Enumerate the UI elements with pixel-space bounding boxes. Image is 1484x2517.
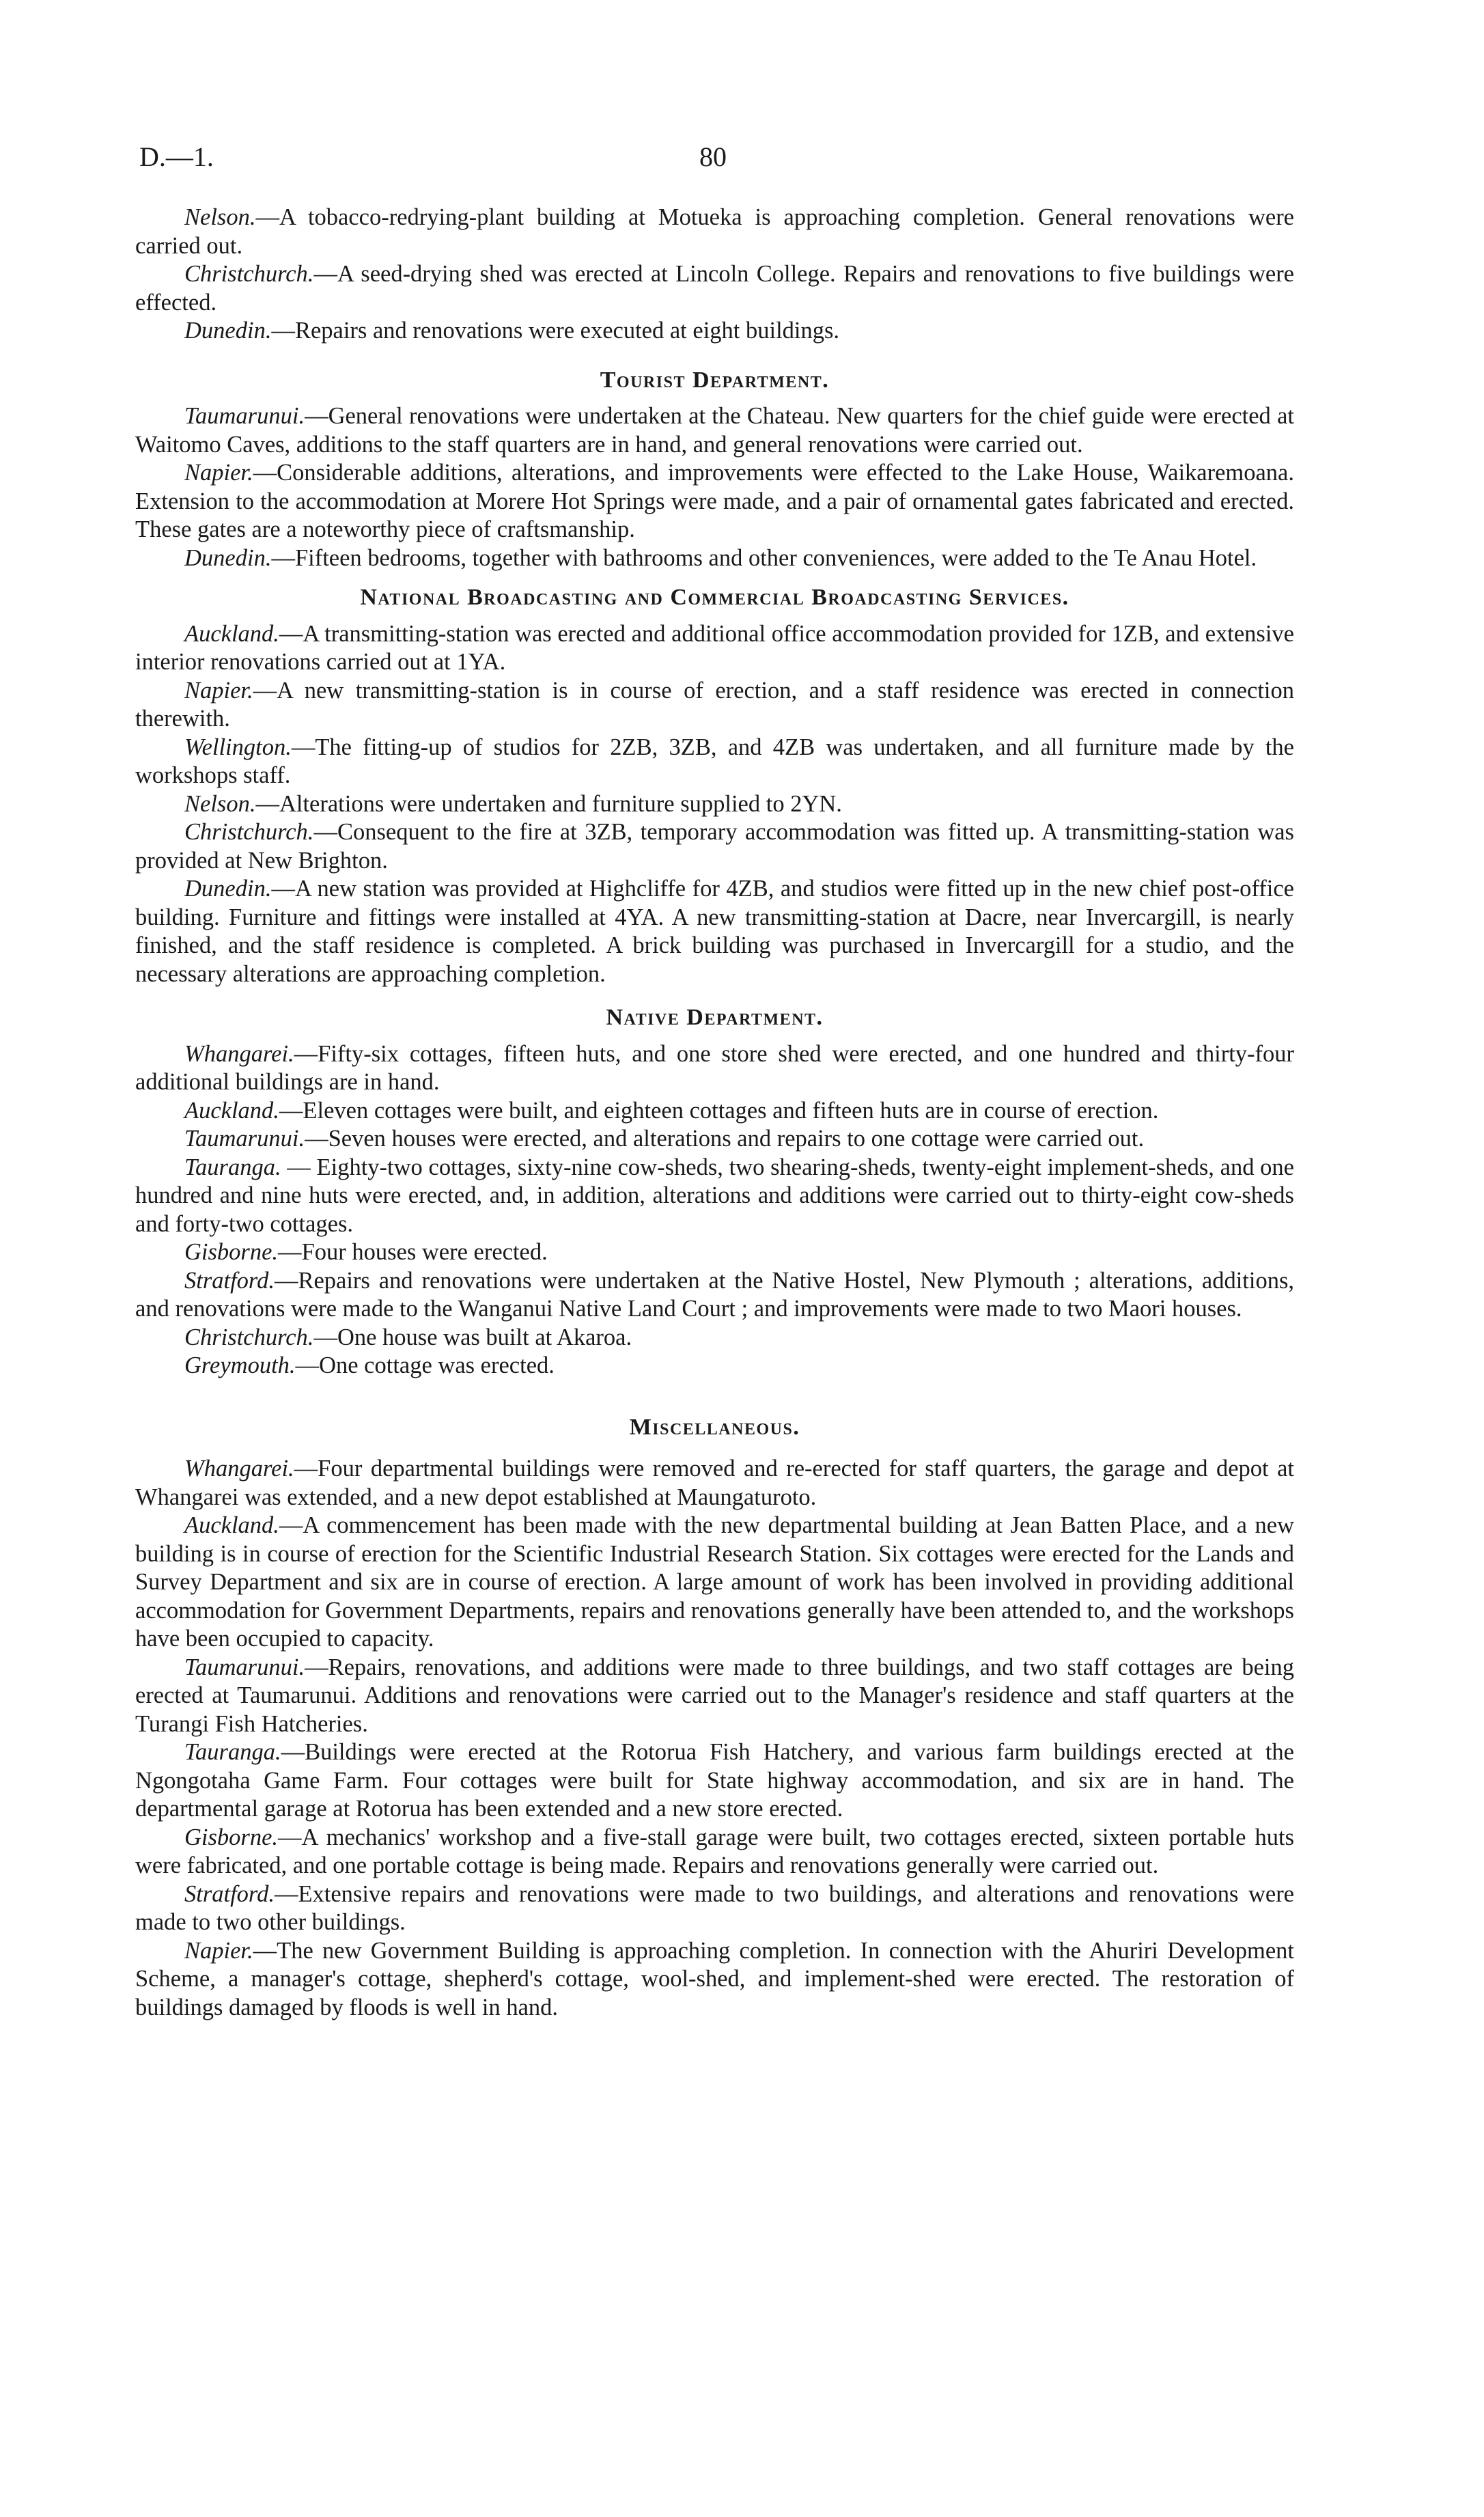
paragraph-text: —Eleven cottages were built, and eighteen cottages and fifteen huts are in course of erection. (279, 1097, 1159, 1124)
paragraph-stratford (135, 1880, 1294, 1937)
paragraph-text: —Repairs and renovations were executed at eight buildings. (271, 318, 840, 344)
paragraph-text: —A new transmitting-station is in course of erection, and a staff residence was erected in connection therewith. (135, 677, 1294, 732)
paragraph-text: —Fifty-six cottages, fifteen huts, and one store shed were erected, and one hundred and thirty-four additional buildings are in hand. (135, 1040, 1294, 1095)
paragraph-text: —A seed-drying shed was erected at Lincoln College. Repairs and renovations to five buildings were effected. (135, 261, 1294, 316)
paragraph-tauranga (135, 1154, 1294, 1239)
paragraph-stratford (135, 1267, 1294, 1324)
place-name: Nelson. (184, 204, 256, 230)
place-name: Auckland. (184, 1097, 279, 1124)
place-name: Dunedin. (184, 544, 272, 571)
place-name: Dunedin. (184, 876, 272, 902)
page-header (139, 137, 1300, 178)
place-name: Wellington. (184, 734, 292, 760)
paragraph-text: —Repairs, renovations, and additions were made to three buildings, and two staff cottages are being erected at Taumarunui. Additions and renovations were carried out to the Manager's residence and staff quarters at the Turangi Fish Hatcheries. (135, 1654, 1294, 1737)
paragraph-text: —Alterations were undertaken and furniture supplied to 2YN. (255, 790, 842, 817)
place-name: Dunedin. (184, 318, 272, 344)
paragraph-text: —A mechanics' workshop and a five-stall garage were built, two cottages erected, sixteen portable huts were fabricated, and one portable cottage is being made. Repairs and renovations generally were carried out. (135, 1824, 1294, 1878)
place-name: Stratford. (184, 1880, 275, 1907)
paragraph-text: —A commencement has been made with the new departmental building at Jean Batten Place, and a new building is in course of erection for the Scientific Industrial Research Station. Six cottages were erected for the Lands and Survey Department and six are in course of erection. A large amount of work has been involved in providing additional accommodation for Government Departments, repairs and renovations generally have been attended to, and the workshops have been occupied to capacity. (135, 1512, 1294, 1652)
paragraph-text: —The new Government Building is approaching completion. In connection with the Ahuriri Development Scheme, a manager's cottage, shepherd's cottage, wool-shed, and implement-shed were erected. The restoration of buildings damaged by floods is well in hand. (135, 1937, 1294, 2020)
paragraph-auckland (135, 1097, 1294, 1126)
place-name: Napier. (184, 460, 253, 486)
place-name: Christchurch. (184, 1324, 314, 1350)
place-name: Auckland. (184, 620, 279, 647)
paragraph-text: —Fifteen bedrooms, together with bathrooms and other conveniences, were added to the Te Anau Hotel. (271, 544, 1257, 571)
place-name: Taumarunui. (184, 1654, 305, 1680)
paragraph-nelson (135, 790, 1294, 819)
section-heading-tourist-department: Tourist Department. (600, 367, 830, 393)
paragraph-text: —Four departmental buildings were removed and re-erected for staff quarters, the garage and depot at Whangarei was extended, and a new depot established at Maungaturoto. (135, 1456, 1294, 1510)
paragraph-text: —Buildings were erected at the Rotorua Fish Hatchery, and various farm buildings erected at the Ngongotaha Game Farm. Four cottages were built for State highway accommodation, and six are in hand. The departmental garage at Rotorua has been extended and a new store erected. (135, 1739, 1294, 1822)
paragraph-christchurch (135, 818, 1294, 875)
place-name: Taumarunui. (184, 403, 305, 429)
place-name: Whangarei. (184, 1456, 294, 1482)
page-number: 80 (699, 141, 727, 172)
paragraph-text: —A new station was provided at Highcliffe for 4ZB, and studios were fitted up in the new chief post-office building. Furniture and fittings were installed at 4YA. A new transmitting-station at Dacre, near Invercargill, is nearly finished, and the staff residence is completed. A brick building was purchased in Invercargill for a studio, and the necessary alterations are approaching completion. (135, 876, 1294, 987)
paragraph-text: —Consequent to the fire at 3ZB, temporary accommodation was fitted up. A transmitting-station was provided at New Brighton. (135, 819, 1294, 874)
paragraph-text: —A transmitting-station was erected and additional office accommodation provided for 1ZB, and extensive interior renovations carried out at 1YA. (135, 620, 1294, 675)
place-name: Tauranga. (184, 1154, 281, 1180)
section-heading-miscellaneous: Miscellaneous. (629, 1414, 800, 1440)
paragraph-text: —One cottage was erected. (295, 1352, 555, 1378)
paragraph-text: —Repairs and renovations were undertaken at the Native Hostel, New Plymouth ; alterations, additions, and renovations were made to the Wanganui Native Land Court ; and improvements were made to two Maori houses. (135, 1267, 1294, 1322)
paragraph-whangarei (135, 1040, 1294, 1097)
place-name: Stratford. (184, 1267, 275, 1294)
section-heading-broadcasting-services: National Broadcasting and Commercial Broadcasting Services. (360, 585, 1069, 610)
paragraph-auckland (135, 620, 1294, 677)
place-name: Tauranga. (184, 1739, 281, 1765)
paragraph-gisborne (135, 1238, 1294, 1267)
paragraph-text: —A tobacco-redrying-plant building at Motueka is approaching completion. General renovations were carried out. (135, 204, 1294, 259)
section-heading-native-department: Native Department. (606, 1005, 824, 1030)
paragraph-tauranga (135, 1738, 1294, 1824)
paragraph-greymouth (135, 1352, 1294, 1380)
place-name: Napier. (184, 1937, 253, 1964)
paragraph-christchurch (135, 1324, 1294, 1352)
paragraph-taumarunui (135, 402, 1294, 459)
paragraph-taumarunui (135, 1654, 1294, 1739)
place-name: Gisborne. (184, 1239, 279, 1265)
place-name: Whangarei. (184, 1040, 294, 1067)
paragraph-text: —Four houses were erected. (278, 1239, 548, 1265)
place-name: Greymouth. (184, 1352, 296, 1378)
paragraph-text: — Eighty-two cottages, sixty-nine cow-sheds, two shearing-sheds, twenty-eight implement-sheds, and one hundred and nine huts were erected, and, in addition, alterations and additions were carried out to thirty-eight cow-sheds and forty-two cottages. (135, 1154, 1294, 1237)
paragraph-christchurch (135, 260, 1294, 317)
place-name: Taumarunui. (184, 1126, 305, 1152)
paragraph-text: —Extensive repairs and renovations were made to two buildings, and alterations and renovations were made to two other buildings. (135, 1880, 1294, 1935)
paragraph-dunedin (135, 317, 1294, 346)
paragraph-taumarunui (135, 1125, 1294, 1154)
place-name: Auckland. (184, 1512, 279, 1538)
paragraph-wellington (135, 734, 1294, 790)
document-reference: D.—1. (139, 141, 214, 172)
paragraph-text: —Considerable additions, alterations, and improvements were effected to the Lake House, Waikaremoana. Extension to the accommodation at Morere Hot Springs were made, and a pair of ornamental gates fabricated and erected. These gates are a noteworthy piece of craftsmanship. (135, 460, 1294, 542)
body-text (135, 204, 1294, 2022)
paragraph-text: —General renovations were undertaken at the Chateau. New quarters for the chief guide were erected at Waitomo Caves, additions to the staff quarters are in hand, and general renovations were carried out. (135, 403, 1294, 458)
paragraph-text: —Seven houses were erected, and alterations and repairs to one cottage were carried out. (305, 1126, 1145, 1152)
paragraph-text: —One house was built at Akaroa. (313, 1324, 632, 1350)
paragraph-napier (135, 459, 1294, 544)
place-name: Christchurch. (184, 261, 314, 287)
place-name: Nelson. (184, 790, 256, 817)
paragraph-text: —The fitting-up of studios for 2ZB, 3ZB, and 4ZB was undertaken, and all furniture made by the workshops staff. (135, 734, 1294, 788)
paragraph-dunedin (135, 544, 1294, 573)
paragraph-gisborne (135, 1824, 1294, 1880)
place-name: Christchurch. (184, 819, 314, 845)
place-name: Gisborne. (184, 1824, 279, 1850)
paragraph-napier (135, 677, 1294, 734)
paragraph-dunedin (135, 875, 1294, 988)
paragraph-napier (135, 1937, 1294, 2022)
paragraph-auckland (135, 1512, 1294, 1654)
paragraph-whangarei (135, 1455, 1294, 1512)
place-name: Napier. (184, 677, 253, 704)
paragraph-nelson (135, 204, 1294, 260)
